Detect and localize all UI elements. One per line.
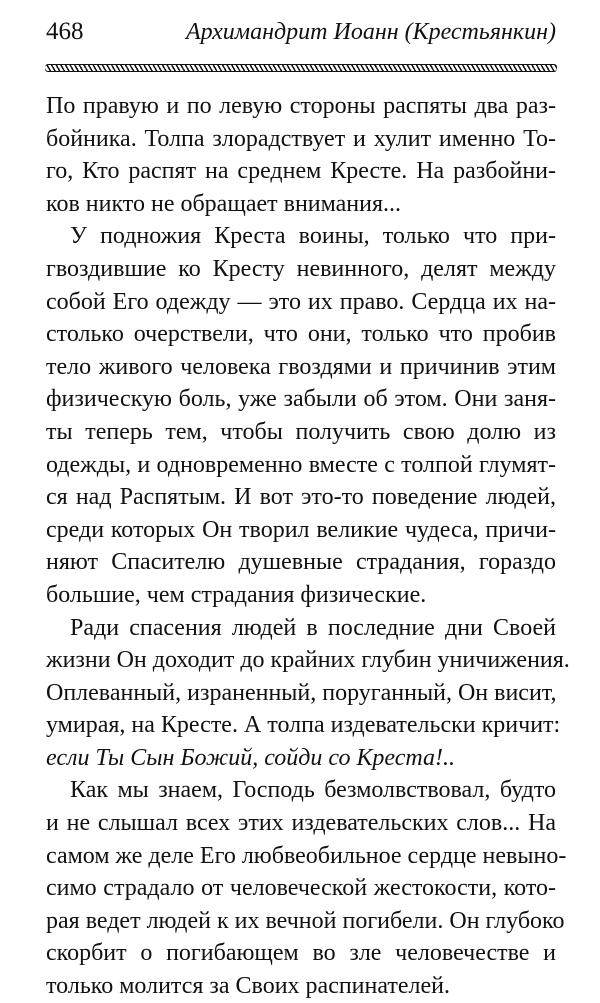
text-line: Оплеванный, израненный, поруганный, Он висит, <box>46 679 557 706</box>
text-line: физическую боль, уже забыли об этом. Они заня- <box>46 386 556 413</box>
running-head: Архимандрит Иоанн (Крестьянкин) <box>185 19 556 45</box>
text-line: ков никто не обращает внимания... <box>46 190 402 217</box>
text-line: одежды, и одновременно вместе с толпой глумят- <box>46 451 556 478</box>
text-line: умирая, на Кресте. А толпа издевательски кричит: <box>46 712 561 739</box>
text-line: ся над Распятым. И вот это-то поведение людей, <box>46 484 556 511</box>
paragraph <box>46 612 570 775</box>
page-number: 468 <box>46 18 84 45</box>
text-line: Ради спасения людей в последние дни Своей <box>70 614 556 641</box>
text-line: столько очерствели, что они, только что пробив <box>46 321 556 348</box>
text-line: среди которых Он творил великие чудеса, причи- <box>46 516 556 543</box>
text-line: няют Спасителю душевные страдания, гораздо <box>46 549 556 576</box>
text-line: и не слышал всех этих издевательских слов... На <box>46 810 556 837</box>
text-line: тело живого человека гвоздями и причинив этим <box>46 353 556 380</box>
text-line: По правую и по левую стороны распяты два раз- <box>46 93 556 119</box>
text-line: го, Кто распят на среднем Кресте. На разбойни- <box>46 158 556 185</box>
page-header <box>46 18 556 54</box>
body-text <box>46 90 570 1003</box>
text-line: самом же деле Его любвеобильное сердце невыно- <box>46 842 567 869</box>
text-line: Как мы знаем, Господь безмолвствовал, будто <box>70 777 556 804</box>
paragraph <box>46 90 556 220</box>
text-line: жизни Он доходит до крайних глубин уничижения. <box>46 647 570 674</box>
text-line: только молится за Своих распинателей. <box>46 973 451 1000</box>
text-line: ты теперь тем, чтобы получить свою долю из <box>46 418 556 445</box>
quote-line: если Ты Сын Божий, сойди со Креста!.. <box>46 744 456 771</box>
text-line: гвоздившие ко Кресту невинного, делят между <box>46 255 556 282</box>
text-line: собой Его одежду — это их право. Сердца их на- <box>46 288 556 315</box>
text-line: рая ведет людей к их вечной погибели. Он глубоко <box>46 907 565 934</box>
text-line: большие, чем страдания физические. <box>46 581 427 608</box>
text-line: бойника. Толпа злорадствует и хулит именно То- <box>46 125 556 152</box>
paragraph <box>46 774 567 1002</box>
text-line: У подножия Креста воины, только что при- <box>70 223 556 250</box>
text-line: симо страдало от человеческой жестокости, кото- <box>46 875 556 902</box>
decorative-rope-rule <box>45 64 557 72</box>
paragraph <box>46 220 556 611</box>
text-line: скорбит о погибающем во зле человечестве и <box>46 940 556 967</box>
